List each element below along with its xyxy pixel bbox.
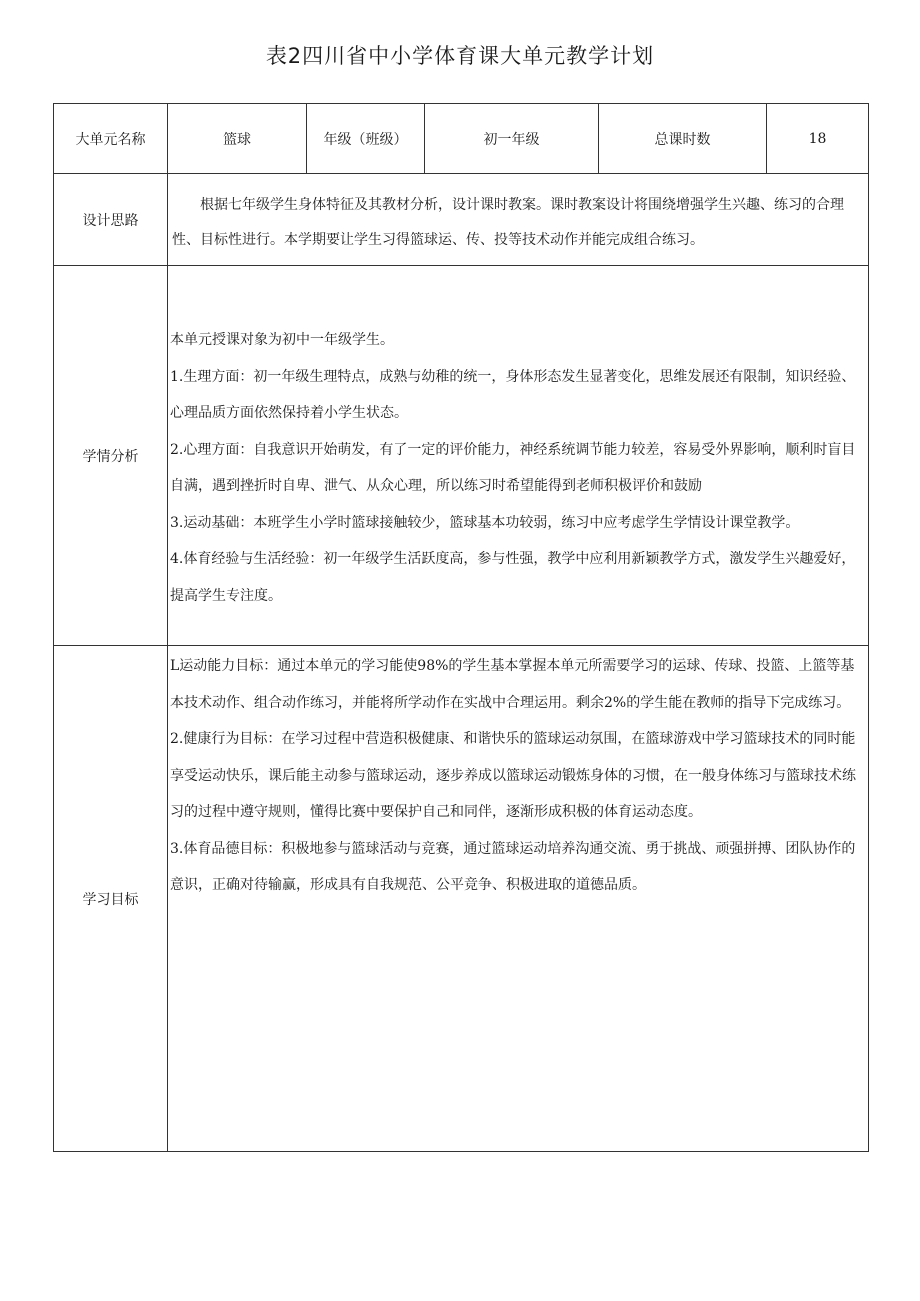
analysis-paragraph: 2.心理方面：自我意识开始萌发，有了一定的评价能力，神经系统调节能力较差，容易受外界影响，顺利时盲目自满，遇到挫折时自卑、泄气、从众心理，所以练习时希望能得到老师积极评价和鼓励 [170, 441, 856, 494]
analysis-paragraph: 本单元授课对象为初中一年级学生。 [170, 332, 394, 348]
goals-row [54, 646, 869, 1152]
design-row [54, 174, 869, 266]
analysis-paragraph: 3.运动基础：本班学生小学时篮球接触较少，篮球基本功较弱，练习中应考虑学生学情设计课堂教学。 [170, 514, 800, 531]
total-hours-value: 18 [767, 104, 869, 174]
design-text: 根据七年级学生身体特征及其教材分析，设计课时教案。课时教案设计将围绕增强学生兴趣、练习的合理性、目标性进行。本学期要让学生习得篮球运、传、投等技术动作并能完成组合练习。 [172, 197, 844, 248]
design-content [168, 174, 869, 266]
analysis-paragraph: 1.生理方面：初一年级生理特点，成熟与幼稚的统一，身体形态发生显著变化，思维发展还有限制，知识经验、心理品质方面依然保持着小学生状态。 [170, 368, 856, 421]
goals-label: 学习目标 [54, 646, 168, 1152]
total-hours-label: 总课时数 [599, 104, 767, 174]
analysis-content [168, 266, 869, 646]
grade-value: 初一年级 [425, 104, 599, 174]
analysis-label: 学情分析 [54, 266, 168, 646]
page-title: 表2四川省中小学体育课大单元教学计划 [265, 44, 655, 68]
design-label: 设计思路 [54, 174, 168, 266]
goals-paragraph: 2.健康行为目标：在学习过程中营造积极健康、和谐快乐的篮球运动氛围，在篮球游戏中学习篮球技术的同时能享受运动快乐，课后能主动参与篮球运动，逐步养成以篮球运动锻炼身体的习惯，在一般身体练习与篮球技术练习的过程中遵守规则，懂得比赛中要保护自己和同伴，逐渐形成积极的体育运动态度。 [170, 731, 856, 820]
unit-name-label: 大单元名称 [54, 104, 168, 174]
goals-paragraph: 3.体育品德目标：积极地参与篮球活动与竞赛，通过篮球运动培养沟通交流、勇于挑战、顽强拼搏、团队协作的意识，正确对待输赢，形成具有自我规范、公平竞争、积极进取的道德品质。 [170, 840, 856, 893]
unit-name-value: 篮球 [168, 104, 307, 174]
analysis-paragraph: 4.体育经验与生活经验：初一年级学生活跃度高，参与性强，教学中应利用新颖教学方式，激发学生兴趣爱好，提高学生专注度。 [170, 551, 856, 604]
unit-plan-table [53, 103, 869, 1152]
analysis-row [54, 266, 869, 646]
header-row [54, 104, 869, 174]
goals-content [168, 646, 869, 1152]
grade-label: 年级（班级） [307, 104, 425, 174]
goals-paragraph: L运动能力目标：通过本单元的学习能使98%的学生基本掌握本单元所需要学习的运球、传球、投篮、上篮等基本技术动作、组合动作练习，并能将所学动作在实战中合理运用。剩余2%的学生能在教师的指导下完成练习。 [170, 658, 855, 711]
